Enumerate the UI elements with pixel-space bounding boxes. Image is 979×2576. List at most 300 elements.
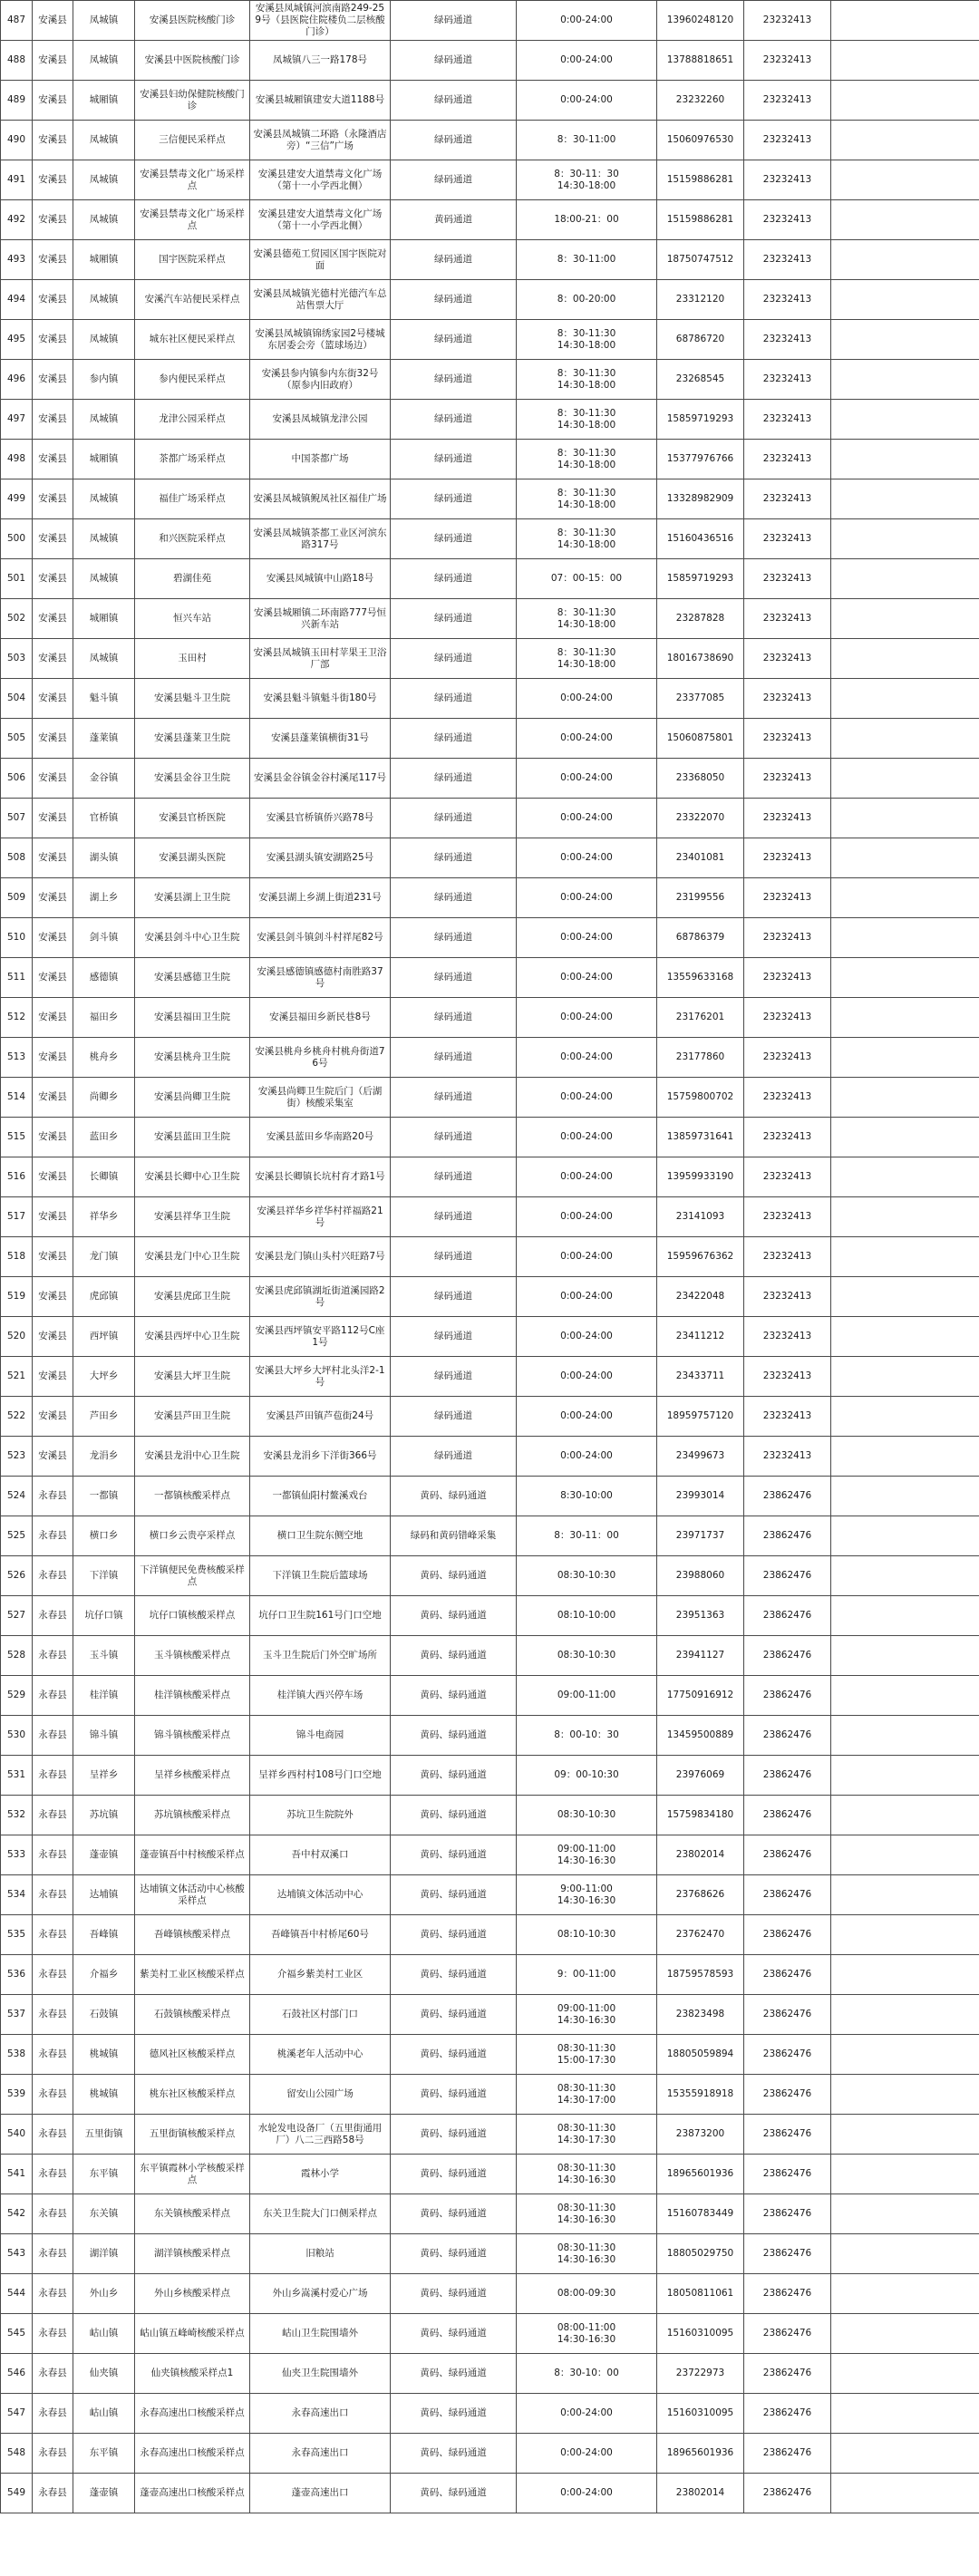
opening-hours-cell: 09:00-11:00 14:30-16:30: [517, 1835, 657, 1875]
channel-type-cell: 黄码、绿码通道: [391, 2314, 517, 2354]
county-cell: 安溪县: [33, 360, 73, 400]
county-cell: 永春县: [33, 2194, 73, 2234]
site-name-cell: 安溪县桃舟卫生院: [135, 1038, 250, 1078]
opening-hours-cell: 07：00-15：00: [517, 559, 657, 599]
contact-phone-cell: 23971737: [657, 1516, 744, 1556]
row-number-cell: 521: [1, 1357, 33, 1397]
row-number-cell: 491: [1, 160, 33, 200]
opening-hours-cell: 0:00-24:00: [517, 81, 657, 121]
channel-type-cell: 黄码、绿码通道: [391, 1676, 517, 1716]
town-cell: 城厢镇: [73, 599, 135, 639]
county-cell: 永春县: [33, 2434, 73, 2474]
channel-type-cell: 黄码、绿码通道: [391, 2354, 517, 2394]
county-cell: 安溪县: [33, 1038, 73, 1078]
table-row: [1, 1756, 979, 1796]
hotline-cell: 23862476: [744, 1716, 831, 1756]
address-cell: 安溪县西坪镇安平路112号C座1号: [250, 1317, 391, 1357]
contact-phone-cell: 13328982909: [657, 479, 744, 519]
site-name-cell: 永春高速出口核酸采样点: [135, 2394, 250, 2434]
county-cell: 安溪县: [33, 838, 73, 878]
opening-hours-cell: 0:00-24:00: [517, 1078, 657, 1118]
county-cell: 安溪县: [33, 121, 73, 160]
contact-phone-cell: 18016738690: [657, 639, 744, 679]
contact-phone-cell: 23722973: [657, 2354, 744, 2394]
county-cell: 安溪县: [33, 81, 73, 121]
empty-cell: [831, 519, 979, 559]
site-name-cell: 东关镇核酸采样点: [135, 2194, 250, 2234]
opening-hours-cell: 0:00-24:00: [517, 838, 657, 878]
channel-type-cell: 绿码通道: [391, 1397, 517, 1437]
opening-hours-cell: 8：30-11：00: [517, 1516, 657, 1556]
hotline-cell: 23862476: [744, 1516, 831, 1556]
opening-hours-cell: 0:00-24:00: [517, 679, 657, 719]
opening-hours-cell: 0:00-24:00: [517, 958, 657, 998]
row-number-cell: 528: [1, 1636, 33, 1676]
empty-cell: [831, 2234, 979, 2274]
row-number-cell: 495: [1, 320, 33, 360]
table-row: [1, 1835, 979, 1875]
table-row: [1, 2194, 979, 2234]
site-name-cell: 吾峰镇核酸采样点: [135, 1915, 250, 1955]
row-number-cell: 511: [1, 958, 33, 998]
opening-hours-cell: 0:00-24:00: [517, 1317, 657, 1357]
hotline-cell: 23232413: [744, 41, 831, 81]
empty-cell: [831, 440, 979, 479]
empty-cell: [831, 2434, 979, 2474]
table-row: [1, 559, 979, 599]
opening-hours-cell: 0:00-24:00: [517, 2474, 657, 2513]
town-cell: 剑斗镇: [73, 918, 135, 958]
county-cell: 安溪县: [33, 1357, 73, 1397]
county-cell: 永春县: [33, 1556, 73, 1596]
site-name-cell: 安溪县中医院核酸门诊: [135, 41, 250, 81]
empty-cell: [831, 1835, 979, 1875]
county-cell: 安溪县: [33, 679, 73, 719]
opening-hours-cell: 8：30-11:30 14:30-18:00: [517, 400, 657, 440]
town-cell: 苏坑镇: [73, 1796, 135, 1835]
empty-cell: [831, 121, 979, 160]
town-cell: 东平镇: [73, 2434, 135, 2474]
empty-cell: [831, 1556, 979, 1596]
opening-hours-cell: 0:00-24:00: [517, 759, 657, 799]
row-number-cell: 524: [1, 1477, 33, 1516]
county-cell: 永春县: [33, 1756, 73, 1796]
empty-cell: [831, 1397, 979, 1437]
opening-hours-cell: 8：30-11:30 14:30-18:00: [517, 519, 657, 559]
opening-hours-cell: 8：30-11:30 14:30-18:00: [517, 320, 657, 360]
hotline-cell: 23862476: [744, 2194, 831, 2234]
row-number-cell: 515: [1, 1118, 33, 1157]
contact-phone-cell: 17750916912: [657, 1676, 744, 1716]
site-name-cell: 安溪县感德卫生院: [135, 958, 250, 998]
address-cell: 安溪县长卿镇长坑村育才路1号: [250, 1157, 391, 1197]
contact-phone-cell: 23433711: [657, 1357, 744, 1397]
table-row: [1, 1357, 979, 1397]
address-cell: 安溪县参内镇参内东街32号（原参内旧政府）: [250, 360, 391, 400]
contact-phone-cell: 23401081: [657, 838, 744, 878]
empty-cell: [831, 1437, 979, 1477]
table-row: [1, 2354, 979, 2394]
opening-hours-cell: 18:00-21：00: [517, 200, 657, 240]
row-number-cell: 532: [1, 1796, 33, 1835]
hotline-cell: 23862476: [744, 2314, 831, 2354]
contact-phone-cell: 18050811061: [657, 2274, 744, 2314]
site-name-cell: 横口乡云贵亭采样点: [135, 1516, 250, 1556]
opening-hours-cell: 08:30-11:30 14:30-17:30: [517, 2115, 657, 2155]
site-name-cell: 安溪县龙门中心卫生院: [135, 1237, 250, 1277]
table-row: [1, 121, 979, 160]
hotline-cell: 23862476: [744, 2434, 831, 2474]
county-cell: 永春县: [33, 1915, 73, 1955]
town-cell: 石鼓镇: [73, 1995, 135, 2035]
channel-type-cell: 黄码、绿码通道: [391, 1955, 517, 1995]
county-cell: 永春县: [33, 1835, 73, 1875]
site-name-cell: 永春高速出口核酸采样点: [135, 2434, 250, 2474]
address-cell: 安溪县尚卿卫生院后门（后湖街）核酸采集室: [250, 1078, 391, 1118]
address-cell: 安溪县凤城镇茶都工业区河滨东路317号: [250, 519, 391, 559]
row-number-cell: 546: [1, 2354, 33, 2394]
hotline-cell: 23232413: [744, 599, 831, 639]
row-number-cell: 510: [1, 918, 33, 958]
opening-hours-cell: 08:30-11:30 15:00-17:30: [517, 2035, 657, 2075]
empty-cell: [831, 2035, 979, 2075]
county-cell: 安溪县: [33, 639, 73, 679]
town-cell: 福田乡: [73, 998, 135, 1038]
empty-cell: [831, 1357, 979, 1397]
town-cell: 一都镇: [73, 1477, 135, 1516]
town-cell: 东关镇: [73, 2194, 135, 2234]
table-row: [1, 1038, 979, 1078]
address-cell: 安溪县官桥镇侨兴路78号: [250, 799, 391, 838]
site-name-cell: 东平镇霞林小学核酸采样点: [135, 2155, 250, 2194]
address-cell: 玉斗卫生院后门外空旷场所: [250, 1636, 391, 1676]
county-cell: 安溪县: [33, 280, 73, 320]
empty-cell: [831, 2155, 979, 2194]
address-cell: 安溪县蓝田乡华南路20号: [250, 1118, 391, 1157]
address-cell: 东关卫生院大门口侧采样点: [250, 2194, 391, 2234]
table-row: [1, 639, 979, 679]
address-cell: 苏坑卫生院院外: [250, 1796, 391, 1835]
channel-type-cell: 黄码、绿码通道: [391, 1636, 517, 1676]
opening-hours-cell: 0:00-24:00: [517, 799, 657, 838]
address-cell: 凤城镇八三一路178号: [250, 41, 391, 81]
county-cell: 安溪县: [33, 1237, 73, 1277]
row-number-cell: 513: [1, 1038, 33, 1078]
address-cell: 安溪县祥华乡祥华村祥福路21号: [250, 1197, 391, 1237]
empty-cell: [831, 1157, 979, 1197]
address-cell: 吾峰镇吾中村桥尾60号: [250, 1915, 391, 1955]
county-cell: 永春县: [33, 1477, 73, 1516]
table-row: [1, 1796, 979, 1835]
county-cell: 安溪县: [33, 479, 73, 519]
table-row: [1, 2035, 979, 2075]
table-row: [1, 1477, 979, 1516]
table-body: [1, 1, 979, 2513]
hotline-cell: 23232413: [744, 1197, 831, 1237]
contact-phone-cell: 13459500889: [657, 1716, 744, 1756]
channel-type-cell: 黄码、绿码通道: [391, 1477, 517, 1516]
table-row: [1, 1317, 979, 1357]
hotline-cell: 23862476: [744, 2394, 831, 2434]
table-row: [1, 2394, 979, 2434]
address-cell: 锦斗电商园: [250, 1716, 391, 1756]
table-row: [1, 1875, 979, 1915]
county-cell: 永春县: [33, 2115, 73, 2155]
opening-hours-cell: 8：30-11:30 14:30-18:00: [517, 360, 657, 400]
empty-cell: [831, 1516, 979, 1556]
row-number-cell: 514: [1, 1078, 33, 1118]
channel-type-cell: 黄码、绿码通道: [391, 1835, 517, 1875]
site-name-cell: 仙夹镇核酸采样点1: [135, 2354, 250, 2394]
site-name-cell: 蓬壶高速出口核酸采样点: [135, 2474, 250, 2513]
hotline-cell: 23862476: [744, 2474, 831, 2513]
row-number-cell: 519: [1, 1277, 33, 1317]
opening-hours-cell: 0:00-24:00: [517, 719, 657, 759]
address-cell: 安溪县凤城镇玉田村苹果王卫浴厂部: [250, 639, 391, 679]
hotline-cell: 23232413: [744, 1437, 831, 1477]
opening-hours-cell: 8：30-11:00: [517, 121, 657, 160]
channel-type-cell: 黄码、绿码通道: [391, 1596, 517, 1636]
county-cell: 安溪县: [33, 1277, 73, 1317]
site-name-cell: 安溪县龙涓中心卫生院: [135, 1437, 250, 1477]
empty-cell: [831, 878, 979, 918]
address-cell: 安溪县金谷镇金谷村溪尾117号: [250, 759, 391, 799]
site-name-cell: 五里街镇核酸采样点: [135, 2115, 250, 2155]
address-cell: 永春高速出口: [250, 2434, 391, 2474]
contact-phone-cell: 15859719293: [657, 400, 744, 440]
address-cell: 安溪县蓬莱镇横街31号: [250, 719, 391, 759]
address-cell: 安溪县凤城镇锦绣家园2号楼城东居委会旁（篮球场边）: [250, 320, 391, 360]
town-cell: 凤城镇: [73, 200, 135, 240]
row-number-cell: 536: [1, 1955, 33, 1995]
county-cell: 永春县: [33, 2075, 73, 2115]
site-name-cell: 安溪县芦田卫生院: [135, 1397, 250, 1437]
town-cell: 凤城镇: [73, 121, 135, 160]
empty-cell: [831, 1197, 979, 1237]
site-name-cell: 安溪县魁斗卫生院: [135, 679, 250, 719]
empty-cell: [831, 2354, 979, 2394]
empty-cell: [831, 1676, 979, 1716]
opening-hours-cell: 08:30-11:30 14:30-16:30: [517, 2194, 657, 2234]
table-row: [1, 1516, 979, 1556]
row-number-cell: 489: [1, 81, 33, 121]
empty-cell: [831, 799, 979, 838]
county-cell: 永春县: [33, 2314, 73, 2354]
address-cell: 永春高速出口: [250, 2394, 391, 2434]
site-name-cell: 城东社区便民采样点: [135, 320, 250, 360]
empty-cell: [831, 2274, 979, 2314]
empty-cell: [831, 1915, 979, 1955]
table-row: [1, 360, 979, 400]
county-cell: 永春县: [33, 2274, 73, 2314]
hotline-cell: 23232413: [744, 639, 831, 679]
contact-phone-cell: 13559633168: [657, 958, 744, 998]
contact-phone-cell: 15159886281: [657, 160, 744, 200]
town-cell: 锦斗镇: [73, 1716, 135, 1756]
empty-cell: [831, 918, 979, 958]
site-name-cell: 达埔镇文体活动中心核酸采样点: [135, 1875, 250, 1915]
contact-phone-cell: 18965601936: [657, 2434, 744, 2474]
empty-cell: [831, 1636, 979, 1676]
address-cell: 旧粮站: [250, 2234, 391, 2274]
hotline-cell: 23862476: [744, 1676, 831, 1716]
county-cell: 安溪县: [33, 918, 73, 958]
channel-type-cell: 绿码通道: [391, 280, 517, 320]
opening-hours-cell: 0:00-24:00: [517, 41, 657, 81]
channel-type-cell: 绿码通道: [391, 121, 517, 160]
address-cell: 介福乡紫美村工业区: [250, 1955, 391, 1995]
row-number-cell: 548: [1, 2434, 33, 2474]
hotline-cell: 23232413: [744, 998, 831, 1038]
hotline-cell: 23862476: [744, 2115, 831, 2155]
town-cell: 凤城镇: [73, 1, 135, 41]
row-number-cell: 493: [1, 240, 33, 280]
opening-hours-cell: 08:30-11:30 14:30-16:30: [517, 2155, 657, 2194]
town-cell: 龙涓乡: [73, 1437, 135, 1477]
hotline-cell: 23232413: [744, 479, 831, 519]
hotline-cell: 23232413: [744, 1277, 831, 1317]
row-number-cell: 498: [1, 440, 33, 479]
county-cell: 安溪县: [33, 320, 73, 360]
hotline-cell: 23862476: [744, 2035, 831, 2075]
row-number-cell: 501: [1, 559, 33, 599]
address-cell: 霞林小学: [250, 2155, 391, 2194]
table-row: [1, 1636, 979, 1676]
channel-type-cell: 绿码通道: [391, 160, 517, 200]
opening-hours-cell: 0:00-24:00: [517, 2394, 657, 2434]
channel-type-cell: 绿码通道: [391, 1078, 517, 1118]
contact-phone-cell: 18805059894: [657, 2035, 744, 2075]
empty-cell: [831, 360, 979, 400]
table-row: [1, 519, 979, 559]
opening-hours-cell: 8：30-11:00: [517, 240, 657, 280]
row-number-cell: 516: [1, 1157, 33, 1197]
county-cell: 安溪县: [33, 1397, 73, 1437]
address-cell: 吾中村双溪口: [250, 1835, 391, 1875]
table-row: [1, 280, 979, 320]
channel-type-cell: 黄码、绿码通道: [391, 2075, 517, 2115]
contact-phone-cell: 23411212: [657, 1317, 744, 1357]
contact-phone-cell: 15759800702: [657, 1078, 744, 1118]
table-row: [1, 958, 979, 998]
row-number-cell: 543: [1, 2234, 33, 2274]
county-cell: 安溪县: [33, 1118, 73, 1157]
county-cell: 永春县: [33, 2394, 73, 2434]
opening-hours-cell: 8：00-20:00: [517, 280, 657, 320]
empty-cell: [831, 1, 979, 41]
empty-cell: [831, 81, 979, 121]
address-cell: 安溪县城厢镇建安大道1188号: [250, 81, 391, 121]
county-cell: 安溪县: [33, 1, 73, 41]
row-number-cell: 500: [1, 519, 33, 559]
empty-cell: [831, 1277, 979, 1317]
site-name-cell: 安溪县湖头医院: [135, 838, 250, 878]
site-name-cell: 安溪县医院核酸门诊: [135, 1, 250, 41]
site-name-cell: 国宇医院采样点: [135, 240, 250, 280]
row-number-cell: 490: [1, 121, 33, 160]
address-cell: 安溪县凤城镇中山路18号: [250, 559, 391, 599]
address-cell: 达埔镇文体活动中心: [250, 1875, 391, 1915]
town-cell: 大坪乡: [73, 1357, 135, 1397]
contact-phone-cell: 15160436516: [657, 519, 744, 559]
channel-type-cell: 绿码通道: [391, 759, 517, 799]
table-row: [1, 1955, 979, 1995]
hotline-cell: 23862476: [744, 1636, 831, 1676]
address-cell: 呈祥乡西村村108号门口空地: [250, 1756, 391, 1796]
town-cell: 祥华乡: [73, 1197, 135, 1237]
contact-phone-cell: 23993014: [657, 1477, 744, 1516]
opening-hours-cell: 09：00-10:30: [517, 1756, 657, 1796]
county-cell: 安溪县: [33, 1157, 73, 1197]
row-number-cell: 487: [1, 1, 33, 41]
channel-type-cell: 绿码通道: [391, 559, 517, 599]
town-cell: 凤城镇: [73, 41, 135, 81]
opening-hours-cell: 9:00-11:00 14:30-16:30: [517, 1875, 657, 1915]
county-cell: 安溪县: [33, 878, 73, 918]
address-cell: 桃溪老年人活动中心: [250, 2035, 391, 2075]
row-number-cell: 547: [1, 2394, 33, 2434]
county-cell: 永春县: [33, 2474, 73, 2513]
table-row: [1, 998, 979, 1038]
table-row: [1, 1676, 979, 1716]
county-cell: 永春县: [33, 2234, 73, 2274]
channel-type-cell: 黄码、绿码通道: [391, 2234, 517, 2274]
address-cell: 水轮发电设备厂（五里街通用厂）八二三西路58号: [250, 2115, 391, 2155]
channel-type-cell: 绿码通道: [391, 679, 517, 719]
hotline-cell: 23232413: [744, 559, 831, 599]
row-number-cell: 531: [1, 1756, 33, 1796]
contact-phone-cell: 23976069: [657, 1756, 744, 1796]
table-row: [1, 719, 979, 759]
contact-phone-cell: 18965601936: [657, 2155, 744, 2194]
table-row: [1, 799, 979, 838]
address-cell: 安溪县大坪乡大坪村北头洋2-1号: [250, 1357, 391, 1397]
empty-cell: [831, 1237, 979, 1277]
hotline-cell: 23232413: [744, 679, 831, 719]
site-name-cell: 桂洋镇核酸采样点: [135, 1676, 250, 1716]
town-cell: 玉斗镇: [73, 1636, 135, 1676]
empty-cell: [831, 559, 979, 599]
empty-cell: [831, 1756, 979, 1796]
town-cell: 参内镇: [73, 360, 135, 400]
row-number-cell: 499: [1, 479, 33, 519]
row-number-cell: 538: [1, 2035, 33, 2075]
site-name-cell: 蓬壶镇吾中村核酸采样点: [135, 1835, 250, 1875]
hotline-cell: 23232413: [744, 81, 831, 121]
contact-phone-cell: 15959676362: [657, 1237, 744, 1277]
town-cell: 五里街镇: [73, 2115, 135, 2155]
empty-cell: [831, 719, 979, 759]
channel-type-cell: 绿码通道: [391, 1357, 517, 1397]
channel-type-cell: 黄码、绿码通道: [391, 2194, 517, 2234]
channel-type-cell: 绿码和黄码错峰采集: [391, 1516, 517, 1556]
address-cell: 石鼓社区村部门口: [250, 1995, 391, 2035]
empty-cell: [831, 479, 979, 519]
row-number-cell: 539: [1, 2075, 33, 2115]
hotline-cell: 23232413: [744, 1397, 831, 1437]
county-cell: 安溪县: [33, 759, 73, 799]
row-number-cell: 520: [1, 1317, 33, 1357]
opening-hours-cell: 0:00-24:00: [517, 1237, 657, 1277]
row-number-cell: 533: [1, 1835, 33, 1875]
contact-phone-cell: 23941127: [657, 1636, 744, 1676]
address-cell: 安溪县感德镇感德村南胜路37号: [250, 958, 391, 998]
table-row: [1, 1277, 979, 1317]
opening-hours-cell: 08:30-11:30 14:30-16:30: [517, 2234, 657, 2274]
site-name-cell: 安溪县西坪中心卫生院: [135, 1317, 250, 1357]
hotline-cell: 23232413: [744, 838, 831, 878]
empty-cell: [831, 2075, 979, 2115]
